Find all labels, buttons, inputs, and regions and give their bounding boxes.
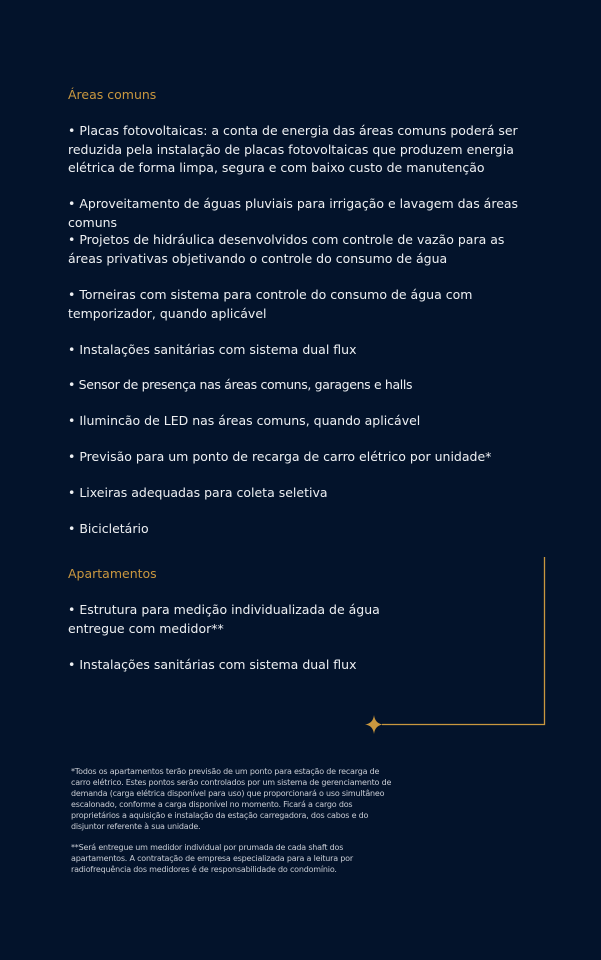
section-heading-areas-comuns: Áreas comuns [68,87,157,102]
section-heading-apartamentos: Apartamentos [68,566,157,581]
list-item-placas-fotovoltaicas: • Placas fotovoltaicas: a conta de energia das áreas comuns poderá ser reduzida pela instalação de placas fotovoltaicas que produzem energia elétrica de forma limpa, segura e com baixo custo de manutenção [68,123,518,175]
footnote-recarga: *Todos os apartamentos terão previsão de um ponto para estação de recarga de carro elétrico. Estes pontos serão controlados por um sistema de gerenciamento de demanda (carga elétrica disponível para uso) que proporcionará o uso simultâneo escalonado, conforme a carga disponível no momento. Ficará a cargo dos proprietários a aquisição e instalação da estação carregadora, dos cabos e do disjuntor referente à sua unidade. [71,767,392,831]
gold-frame-line [382,557,545,725]
footnote-medidor: **Será entregue um medidor individual por prumada de cada shaft dos apartamentos. A contratação de empresa especializada para a leitura por radiofrequência dos medidores é de responsabilidade do condomínio. [71,843,353,874]
list-item-medicao-individualizada: • Estrutura para medição individualizada de água entregue com medidor** [68,602,380,636]
footnotes [71,766,396,885]
list-item-instalacoes-sanitarias: • Instalações sanitárias com sistema dual flux [68,342,357,357]
list-item-lixeiras: • Lixeiras adequadas para coleta seletiva [68,485,328,500]
four-point-star-icon [365,715,383,734]
list-item-sensor-presenca: • Sensor de presença nas áreas comuns, garagens e halls [68,377,413,392]
list-item-hidraulica: • Projetos de hidráulica desenvolvidos com controle de vazão para as áreas privativas objetivando o controle do consumo de água [68,232,505,266]
list-item-aguas-pluviais: • Aproveitamento de águas pluviais para irrigação e lavagem das áreas comuns [68,196,519,230]
list-item-iluminacao-led: • Ilumincão de LED nas áreas comuns, quando aplicável [68,413,421,428]
list-item-recarga-carro: • Previsão para um ponto de recarga de carro elétrico por unidade* [68,449,492,464]
list-item-bicicletario: • Bicicletário [68,521,149,536]
list-item-instalacoes-sanitarias-apto: • Instalações sanitárias com sistema dual flux [68,657,357,672]
list-item-torneiras: • Torneiras com sistema para controle do consumo de água com temporizador, quando aplicável [68,287,473,321]
